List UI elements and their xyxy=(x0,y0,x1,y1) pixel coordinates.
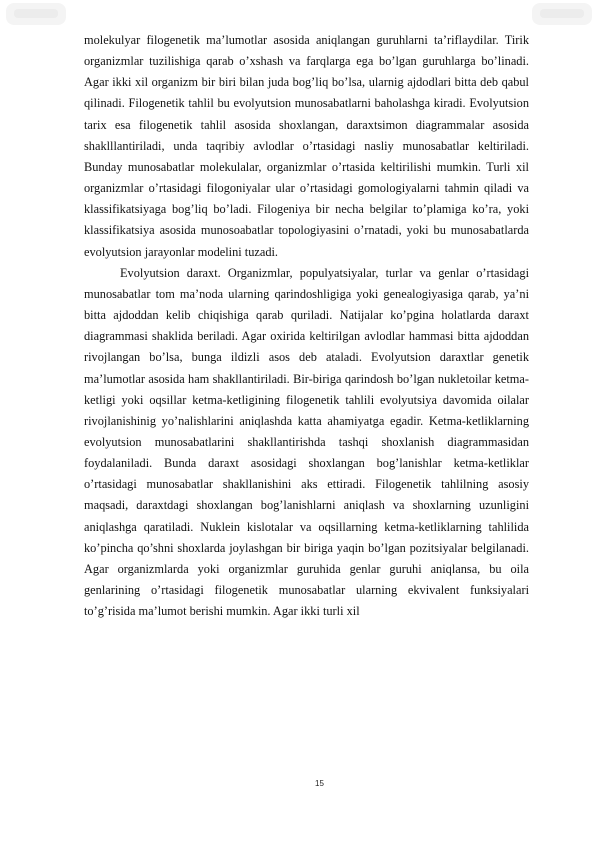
watermark-left xyxy=(6,3,66,25)
page-number: 15 xyxy=(315,779,324,788)
paragraph: Evolyutsion daraxt. Organizmlar, populyatsiyalar, turlar va genlar o’rtasidagi munosabatlar tom ma’noda ularning qarindoshligiga yoki genealogiyasiga qarab, ya’ni bitta ajdoddan kelib chiqishiga qarab quriladi. Natijalar ko’pgina holatlarda daraxt diagrammasi shaklida beriladi. Agar oxirida keltirilgan avlodlar hammasi bitta ajdoddan rivojlangan bo’lsa, bunga ildizli asos deb ataladi. Evolyutsion daraxtlar genetik ma’lumotlar asosida ham shakllantiriladi. Bir-biriga qarindosh bo’lgan nukletoilar ketma-ketligi yoki oqsillar ketma-ketligining filogenetik tahlili evolyutsiya davomida oilalar rivojlanishinig yo’nalishlarini aniqlashda katta ahamiyatga egadir. Ketma-ketliklarning evolyutsion munosabatlarini shakllantirishda tashqi shoxlanish diagrammasidan foydalaniladi. Bunda daraxt asosidagi shoxlangan bog’lanishlar ketma-ketliklar o’rtasidagi munosabatlar shakllanishini aks ettiradi. Filogenetik tahlilning asosiy maqsadi, daraxtdagi shoxlangan bog’lanishlarni aniqlash va shoxlarning uzunligini aniqlashga qaratiladi. Nuklein kislotalar va oqsillarning ketma-ketliklarning tahlilida ko’pincha qo’shni shoxlarda joylashgan bir biriga yaqin bo’lgan pozitsiyalar belgilanadi. Agar organizmlarda yoki organizmlar guruhida genlar guruhi aniqlansa, bu oila genlarining o’rtasidagi filogenetik munosabatlar ularning ekvivalent funksiyalari to’g’risida ma’lumot berishi mumkin. Agar ikki turli xil xyxy=(84,265,529,619)
document-body xyxy=(84,30,529,622)
watermark-right xyxy=(532,3,592,25)
paragraph: molekulyar filogenetik ma’lumotlar asosida aniqlangan guruhlarni ta’riflaydilar. Tirik organizmlar tuzilishiga qarab o’xshash va farqlarga ega bo’lgan guruhlarga bo’linadi. Agar ikki xil organizm bir biri bilan juda bog’liq bo’lsa, ularnig ajdodlari bitta deb qabul qilinadi. Filogenetik tahlil bu evolyutsion munosabatlarni baholashga kiradi. Evolyutsion tarix esa filogenetik tahlil asosida shoxlangan, daraxtsimon diagrammalar asosida shaklllantiriladi, unda taqribiy avlodlar o’rtasidagi nasliy munosabatlar keltiriladi. Bunday munosabatlar molekulalar, organizmlar o’rtasida keltirilishi mumkin. Turli xil organizmlar o’rtasidagi filogoniyalar ular o’rtasidagi gomologiyalarni tahmin qiladi va klassifikatsiyaga bog’liq bo’ladi. Filogeniya bir necha belgilar to’plamiga ko’ra, yoki klassifikatsiya asosida munosoabatlar topologiyasini o’rnatadi, yoki bu munosabatlarda evolyutsion jarayonlar modelini tuzadi. xyxy=(84,33,529,259)
